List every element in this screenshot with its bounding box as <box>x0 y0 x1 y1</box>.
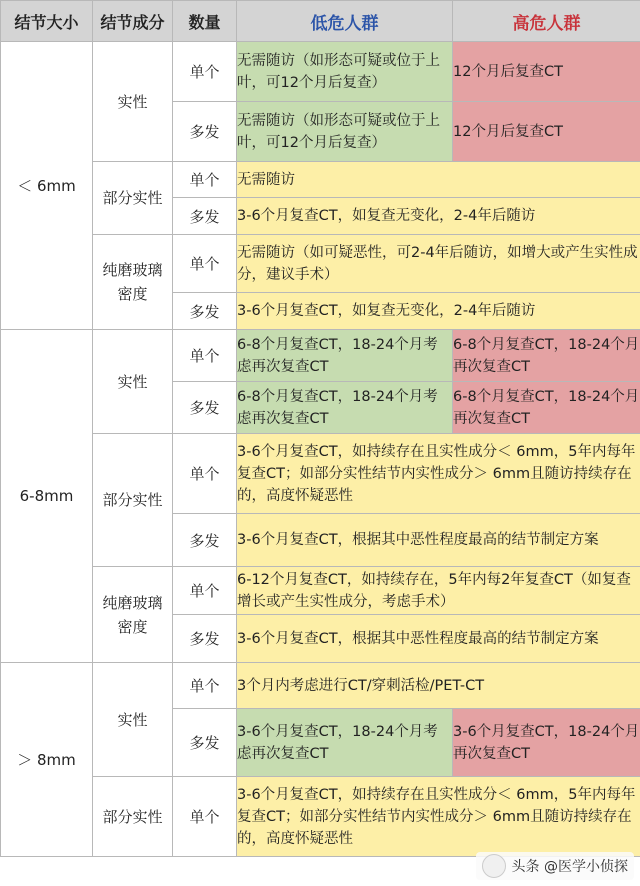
s68-ggo-multi: 3-6个月复查CT，根据其中恶性程度最高的结节制定方案 <box>237 615 640 663</box>
lt6-ggo-multi: 3-6个月复查CT，如复查无变化，2-4年后随访 <box>237 293 640 330</box>
composition-ggo: 纯磨玻璃 密度 <box>93 235 173 330</box>
s68-solid-single-high: 6-8个月复查CT，18-24个月再次复查CT <box>453 330 640 382</box>
s68-solid-single-low: 6-8个月复查CT，18-24个月考虑再次复查CT <box>237 330 453 382</box>
header-row <box>1 1 640 42</box>
count-single: 单个 <box>173 162 237 198</box>
lt6-ggo-single: 无需随访（如可疑恶性，可2-4年后随访，如增大或产生实性成分，建议手术） <box>237 235 640 293</box>
gt8-part-single: 3-6个月复查CT，如持续存在且实性成分＜ 6mm，5年内每年复查CT；如部分实性结节内实性成分＞ 6mm且随访持续存在的，高度怀疑恶性 <box>237 777 640 857</box>
composition-ggo: 纯磨玻璃 密度 <box>93 567 173 663</box>
lt6-part-single: 无需随访 <box>237 162 640 198</box>
lt6-solid-single-high: 12个月后复查CT <box>453 42 640 102</box>
header-count: 数量 <box>173 1 237 42</box>
watermark <box>476 852 634 880</box>
s68-part-single: 3-6个月复查CT，如持续存在且实性成分＜ 6mm，5年内每年复查CT；如部分实性结节内实性成分＞ 6mm且随访持续存在的，高度怀疑恶性 <box>237 434 640 514</box>
count-single: 单个 <box>173 777 237 857</box>
composition-solid: 实性 <box>93 330 173 434</box>
s68-ggo-single: 6-12个月复查CT，如持续存在，5年内每2年复查CT（如复查增长或产生实性成分，考虑手术） <box>237 567 640 615</box>
count-single: 单个 <box>173 663 237 709</box>
table-row <box>1 567 640 615</box>
composition-solid: 实性 <box>93 42 173 162</box>
table-row <box>1 235 640 293</box>
count-single: 单个 <box>173 235 237 293</box>
count-single: 单个 <box>173 330 237 382</box>
table-row <box>1 330 640 382</box>
s68-solid-multi-high: 6-8个月复查CT，18-24个月再次复查CT <box>453 382 640 434</box>
table-row <box>1 162 640 198</box>
count-single: 单个 <box>173 434 237 514</box>
watermark-logo-icon <box>482 854 506 878</box>
header-low-risk: 低危人群 <box>237 1 453 42</box>
size-6-8: 6-8mm <box>1 330 93 663</box>
size-lt6: ＜ 6mm <box>1 42 93 330</box>
count-multiple: 多发 <box>173 514 237 567</box>
gt8-solid-multi-low: 3-6个月复查CT，18-24个月考虑再次复查CT <box>237 709 453 777</box>
lt6-solid-multi-high: 12个月后复查CT <box>453 102 640 162</box>
table-row <box>1 42 640 102</box>
gt8-solid-multi-high: 3-6个月复查CT，18-24个月再次复查CT <box>453 709 640 777</box>
header-composition: 结节成分 <box>93 1 173 42</box>
composition-solid: 实性 <box>93 663 173 777</box>
table-row <box>1 663 640 709</box>
count-multiple: 多发 <box>173 293 237 330</box>
count-single: 单个 <box>173 42 237 102</box>
composition-part-solid: 部分实性 <box>93 162 173 235</box>
table-row <box>1 777 640 857</box>
header-size: 结节大小 <box>1 1 93 42</box>
lt6-solid-multi-low: 无需随访（如形态可疑或位于上叶，可12个月后复查） <box>237 102 453 162</box>
table-row <box>1 434 640 514</box>
lt6-part-multi: 3-6个月复查CT，如复查无变化，2-4年后随访 <box>237 198 640 235</box>
s68-part-multi: 3-6个月复查CT，根据其中恶性程度最高的结节制定方案 <box>237 514 640 567</box>
count-multiple: 多发 <box>173 198 237 235</box>
lt6-solid-single-low: 无需随访（如形态可疑或位于上叶，可12个月后复查） <box>237 42 453 102</box>
count-multiple: 多发 <box>173 615 237 663</box>
s68-solid-multi-low: 6-8个月复查CT，18-24个月考虑再次复查CT <box>237 382 453 434</box>
size-gt8: ＞ 8mm <box>1 663 93 857</box>
composition-part-solid: 部分实性 <box>93 777 173 857</box>
count-single: 单个 <box>173 567 237 615</box>
gt8-solid-single: 3个月内考虑进行CT/穿刺活检/PET-CT <box>237 663 640 709</box>
composition-part-solid: 部分实性 <box>93 434 173 567</box>
count-multiple: 多发 <box>173 102 237 162</box>
count-multiple: 多发 <box>173 709 237 777</box>
count-multiple: 多发 <box>173 382 237 434</box>
watermark-text: 头条 @医学小侦探 <box>511 859 628 875</box>
header-high-risk: 高危人群 <box>453 1 640 42</box>
